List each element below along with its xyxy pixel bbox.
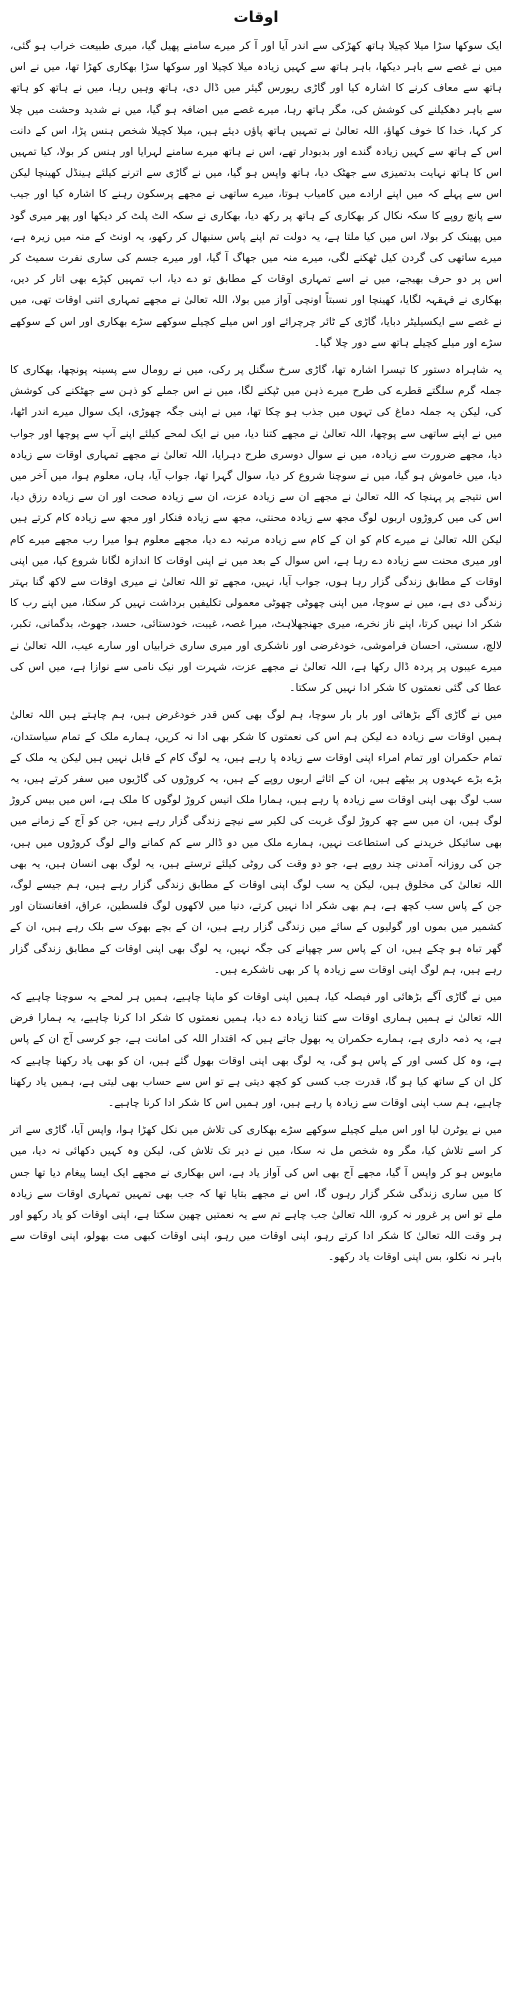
column-title: اوقات [233, 8, 279, 26]
paragraph-4: میں نے گاڑی آگے بڑھائی اور فیصلہ کیا، ہمیں اپنی اوقات کو ماپنا چاہیے، ہمیں ہر لمحے یہ سوچنا چاہیے کہ اللہ تعالیٰ نے ہمیں ہماری اوقات سے کتنا زیادہ دے دیا، ہمیں نعمتوں کا شکر ادا کرنا چاہیے، یہ ہمارا فرض ہے، یہ ذمہ داری ہے، ہمارے حکمران یہ بھول جاتے ہیں کہ اقتدار اللہ کی امانت ہے، جو کرسی آج ان کے پاس ہے، وہ کل کسی اور کے پاس ہو گی، یہ لوگ بھی اپنی اوقات بھول گئے ہیں، ان کو بھی یاد رکھنا چاہیے کہ کل ان کے ساتھ کیا ہو گا، قدرت جب کسی کو کچھ دیتی ہے تو اس سے حساب بھی لیتی ہے، ہمیں یاد رکھنا چاہیے، ہم سب اپنی اوقات سے زیادہ پا رہے ہیں، اور ہمیں اس کا شکر ادا کرنا چاہیے۔ [10, 990, 502, 1109]
paragraph-5: میں نے یوٹرن لیا اور اس میلے کچیلے سوکھے سڑے بھکاری کی تلاش میں نکل کھڑا ہوا، واپس آیا، گاڑی سے اتر کر اسے تلاش کیا، مگر وہ شخص مل نہ سکا، میں نے دیر تک تلاش کی، لیکن وہ کہیں دکھائی نہ دیا، میں مایوس ہو کر واپس آ گیا، مجھے آج بھی اس کی آواز یاد ہے، اس بھکاری نے مجھے ایک ایسا پیغام دیا تھا جس کا میں ساری زندگی شکر گزار رہوں گا، اس نے مجھے بتایا تھا کہ جب بھی تمہیں تمہاری اوقات سے زیادہ ملے تو اس پر غرور نہ کرو، اللہ تعالیٰ جب چاہے تم سے یہ نعمتیں چھین سکتا ہے، اپنی اوقات کو یاد رکھو اور ہر وقت اللہ تعالیٰ کا شکر ادا کرتے رہو، اپنی اوقات میں رہو، اپنی اوقات کبھی مت بھولو، اپنی اوقات سے باہر نہ نکلو، بس اپنی اوقات یاد رکھو۔ [10, 1124, 502, 1264]
paragraph-2: یہ شاہراہ دستور کا تیسرا اشارہ تھا، گاڑی سرخ سگنل پر رکی، میں نے رومال سے پسینہ پونچھا، بھکاری کا جملہ گرم سلگتے قطرے کی طرح میرے ذہن میں ٹپکنے لگا، میں نے اس جملے کو ذہن سے جھٹکنے کی کوشش کی، لیکن یہ جملہ دماغ کی تہوں میں جذب ہو چکا تھا، میں نے اپنی جگہ چھوڑی، ایک سوال میرے اندر اٹھا، میں نے اپنے ساتھی سے پوچھا، اللہ تعالیٰ نے مجھے کتنا دیا، میں نے ایک لمحے کیلئے اپنے آپ سے پوچھا اور جواب دیا، مجھے ضرورت سے زیادہ، میں نے سوال دوسری طرح دہرایا، اللہ تعالیٰ نے مجھے تمہاری اوقات سے زیادہ دیا، میں خاموش ہو گیا، میں نے سوچنا شروع کر دیا، سوال گہرا تھا، جواب آیا، ہاں، معلوم ہوا، میں آخر میں اس نتیجے پر پہنچا کہ اللہ تعالیٰ نے مجھے ان سے زیادہ عزت، ان سے زیادہ صحت اور ان سے زیادہ رزق دیا، اس کی میں کروڑوں اربوں لوگ مجھ سے زیادہ محنتی، مجھ سے زیادہ فنکار اور مجھ سے زیادہ کام کرتے ہیں لیکن اللہ تعالیٰ نے میرے کام کو ان کے کام سے زیادہ مرتبہ دے دیا، مجھے معلوم ہوا میرا رب مجھے میرے کام اور میری محنت سے زیادہ دے رہا ہے، اس سوال کے بعد میں نے اپنی اوقات کا اندازہ لگانا شروع کیا، میں اپنی اوقات کے مطابق زندگی گزار رہا ہوں، جواب آیا، نہیں، مجھے تو اللہ تعالیٰ نے میری اوقات سے لاکھ گنا بہتر زندگی دی ہے، میں نے سوچا، میں اپنی چھوٹی چھوٹی معمولی تکلیفیں برداشت نہیں کر سکتا، میں اپنے رب کا شکر ادا نہیں کرتا، اپنے ناز نخرے، میری جھنجھلاہٹ، میرا غصہ، غیبت، خودستائی، حسد، جھوٹ، بدگمانی، تکبر، لالچ، سستی، احسان فراموشی، خودغرضی اور ناشکری اور میری ساری خرابیاں اور سارے عیب، اللہ تعالیٰ نے میرے عیبوں پر پردہ ڈال رکھا ہے، اللہ تعالیٰ نے مجھے عزت، شہرت اور نیک نامی سے نوازا ہے، میں اس کی عطا کی گئی نعمتوں کا شکر ادا نہیں کر سکتا۔ [10, 364, 502, 695]
paragraph-3: میں نے گاڑی آگے بڑھائی اور بار بار سوچا، ہم لوگ بھی کس قدر خودغرض ہیں، ہم چاہتے ہیں اللہ تعالیٰ ہمیں اوقات سے زیادہ دے لیکن ہم اس کی نعمتوں کا شکر بھی ادا نہ کریں، ہمارے ملک کے تمام سیاستدان، تمام حکمران اور تمام امراء اپنی اوقات سے زیادہ پا رہے ہیں، یہ لوگ کام کے قابل نہیں ہیں لیکن یہ ملک کے بڑے بڑے عہدوں پر بیٹھے ہیں، ان کے اثاثے اربوں روپے کے ہیں، یہ کروڑوں کی گاڑیوں میں سفر کرتے ہیں، یہ سب لوگ بھی اپنی اوقات سے زیادہ پا رہے ہیں، ہمارا ملک انیس کروڑ لوگوں کا ملک ہے، اس میں بیس کروڑ لوگ ہیں، ان میں سے چھ کروڑ لوگ غربت کی لکیر سے نیچے زندگی گزار رہے ہیں، جن کو آج کے زمانے میں بھی سائیکل خریدنے کی استطاعت نہیں، ہمارے ملک میں دو ڈالر سے کم کمانے والے لوگ کروڑوں میں ہیں، جن کی روزانہ آمدنی چند روپے ہے، جو دو وقت کی روٹی کیلئے ترستے ہیں، یہ لوگ بھی انسان ہیں، یہ بھی اللہ تعالیٰ کی مخلوق ہیں، لیکن یہ سب لوگ اپنی اوقات کے مطابق زندگی گزار رہے ہیں، ہم جیسے لوگ، جن کے پاس سب کچھ ہے، ہم بھی شکر ادا نہیں کرتے، دنیا میں لاکھوں لوگ فلسطین، عراق، افغانستان اور کشمیر میں بموں اور گولیوں کے سائے میں زندگی گزار رہے ہیں، ان کے بچے بھوک سے بلک رہے ہیں، ان کے گھر تباہ ہو چکے ہیں، ان کے پاس سر چھپانے کی جگہ نہیں، یہ لوگ بھی اپنی اوقات کے مطابق زندگی گزار رہے ہیں، ہم لوگ اپنی اوقات سے زیادہ پا کر بھی ناشکرے ہیں۔ [10, 709, 502, 976]
paragraph-1: ایک سوکھا سڑا میلا کچیلا ہاتھ کھڑکی سے اندر آیا اور آ کر میرے سامنے پھیل گیا، میری طبیعت خراب ہو گئی، میں نے غصے سے باہر دیکھا، باہر ہاتھ سے کہیں زیادہ میلا کچیلا اور سوکھا سڑا بھکاری کھڑا تھا، میں نے اس ہاتھ سے معاف کرنے کا اشارہ کیا اور گاڑی ریورس گیئر میں ڈال دی، ہاتھ وہیں رہا، میں نے ہاتھ کو ہاتھ سے باہر دھکیلنے کی کوشش کی، مگر ہاتھ رہا، میرے غصے میں اضافہ ہو گیا، میں نے شدید وحشت میں چلا کر کہا، خدا کا خوف کھاؤ، اللہ تعالیٰ نے تمہیں ہاتھ پاؤں دیئے ہیں، میلا کچیلا شخص ہنس پڑا، اس کے دانت اس کے ہاتھ سے کہیں زیادہ گندے اور بدبودار تھے، اس نے ہاتھ میرے سامنے لہرایا اور ہنس کر بولا، کیا تمہیں اس کا ہاتھ نہایت بدتمیزی سے جھٹک دیا، ہاتھ واپس ہو گیا، میں نے گاڑی سے اترنے کیلئے ہینڈل کھینچا لیکن اس سے پہلے کہ میں اپنے ارادے میں کامیاب ہوتا، میرے ساتھی نے مجھے پرسکون رہنے کا اشارہ کیا اور جیب سے پانچ روپے کا سکہ نکال کر بھکاری کے ہاتھ پر رکھ دیا، بھکاری نے سکہ الٹ پلٹ کر دیکھا اور پھر میری گود میں پھینک کر بولا، اس میں کیا ملتا ہے، یہ دولت تم اپنے پاس سنبھال کر رکھو، یہ اونٹ کے منہ میں زیرہ ہے، میرے ساتھی کی گردن کیل ٹھکنے لگی، میرے منہ میں جھاگ آ گیا، اور میرے جسم کی ساری نفرت سمیٹ کر اس پر دو حرف بھیجے، میں نے اسے تمہاری اوقات کے مطابق تو دے دیا، اب تمہیں کپڑے بھی اتار کر دیں، بھکاری نے قہقہہ لگایا، کھینچا اور نسبتاً اونچی آواز میں بولا، اللہ تعالیٰ نے مجھے تمہاری اتنی اوقات تھی، میں نے غصے سے ایکسیلیٹر دبایا، گاڑی کے ٹائر چرچرائے اور اس میلے کچیلے سوکھے سڑے بھکاری اور اس کے سوکھے سڑے اور میلے کچیلے ہاتھ سے دور چلا گیا۔ [10, 40, 502, 349]
